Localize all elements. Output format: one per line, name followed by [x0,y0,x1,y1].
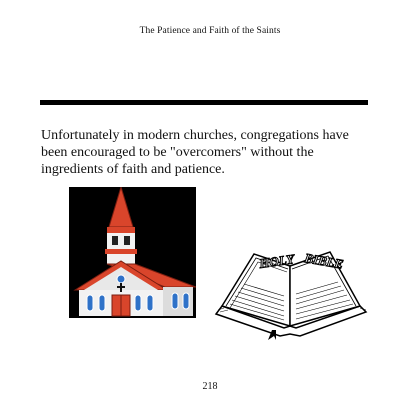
open-bible-icon [210,248,372,340]
bible-cover-word-holy: HOLY [258,251,295,271]
bible-cover-word-bible: BIBLE [303,250,345,272]
page-number: 218 [202,381,218,392]
church-icon [69,187,196,318]
horizontal-rule [40,100,368,105]
body-paragraph: Unfortunately in modern churches, congregations have been encouraged to be "overcomers" without the ingredients of faith and patience. [41,128,349,177]
running-header: The Patience and Faith of the Saints [139,26,281,36]
